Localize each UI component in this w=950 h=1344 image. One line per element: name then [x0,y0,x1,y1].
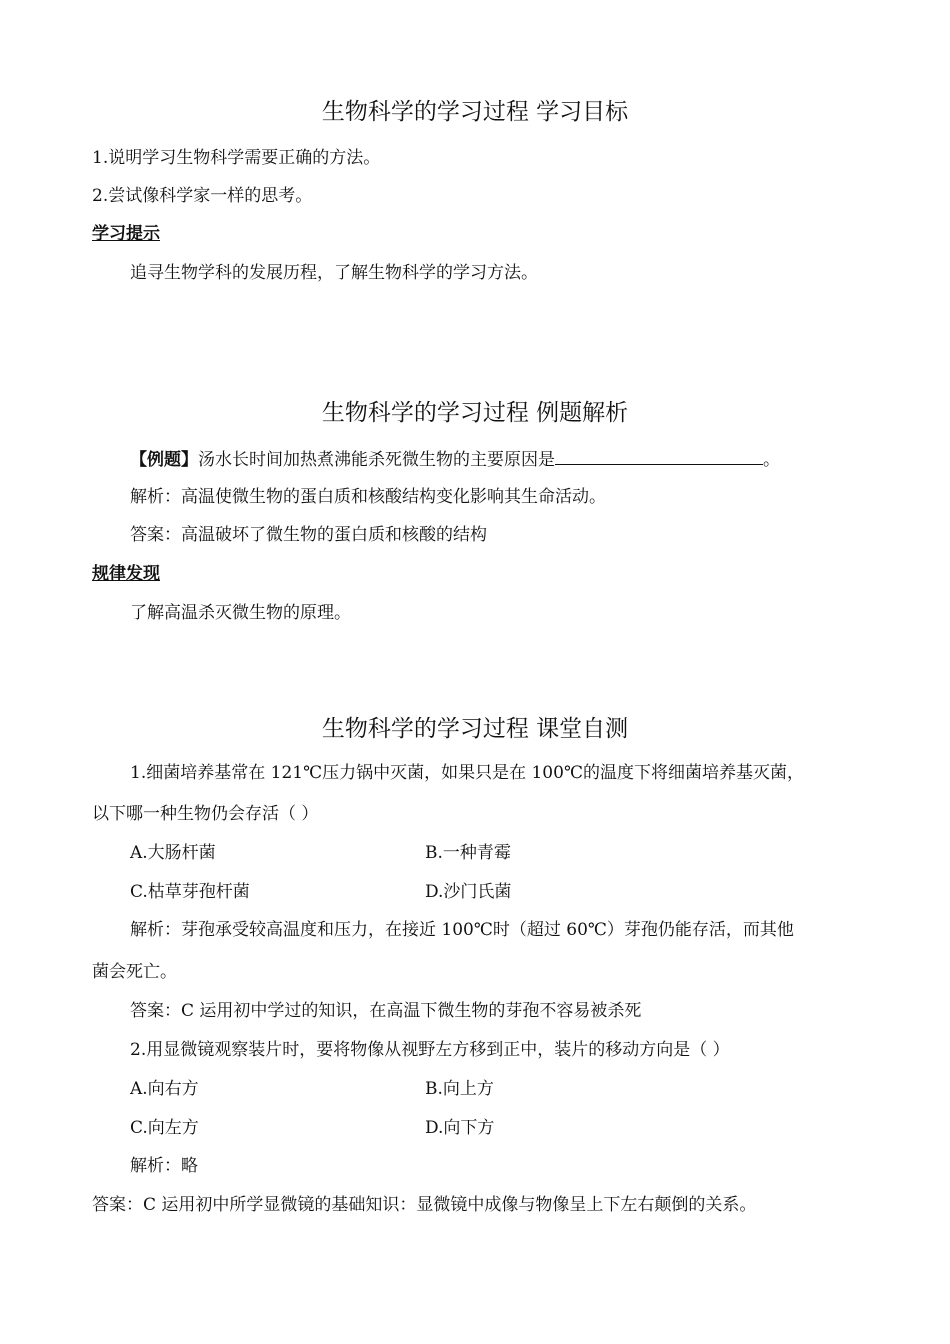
learning-hint-text: 追寻生物学科的发展历程，了解生物科学的学习方法。 [130,263,538,283]
example-question-end: 。 [763,450,780,470]
section-title-self-test: 生物科学的学习过程 课堂自测 [321,716,629,742]
q2-option-c: C.向左方 [130,1118,199,1138]
section-title-learning-goals: 生物科学的学习过程 学习目标 [321,99,629,125]
q2-option-a: A.向右方 [130,1079,199,1099]
section-title-example-analysis: 生物科学的学习过程 例题解析 [321,400,629,426]
q2-analysis: 解析：略 [130,1156,198,1176]
q1-option-a: A.大肠杆菌 [130,843,216,863]
q2-answer: 答案：C 运用初中所学显微镜的基础知识：显微镜中成像与物像呈上下左右颠倒的关系。 [92,1195,757,1215]
goal-item-1: 1.说明学习生物科学需要正确的方法。 [92,148,381,168]
learning-hint-heading: 学习提示 [92,224,160,244]
q2-option-b: B.向上方 [425,1079,494,1099]
answer-blank [555,448,763,465]
example-analysis: 解析：高温使微生物的蛋白质和核酸结构变化影响其生命活动。 [130,487,606,507]
example-question [130,448,780,471]
example-question-text: 汤水长时间加热煮沸能杀死微生物的主要原因是 [198,450,555,470]
rule-discovery-text: 了解高温杀灭微生物的原理。 [130,603,351,623]
q1-answer: 答案：C 运用初中学过的知识，在高温下微生物的芽孢不容易被杀死 [130,1001,642,1021]
example-answer: 答案：高温破坏了微生物的蛋白质和核酸的结构 [130,525,487,545]
q1-analysis-line1: 解析：芽孢承受较高温度和压力，在接近 100℃时（超过 60℃）芽孢仍能存活，而其他 [130,920,794,940]
goal-item-2: 2.尝试像科学家一样的思考。 [92,186,313,206]
q2-option-d: D.向下方 [425,1118,495,1138]
q1-analysis-line2: 菌会死亡。 [92,962,177,982]
q1-option-c: C.枯草芽孢杆菌 [130,882,250,902]
q1-option-b: B.一种青霉 [425,843,511,863]
rule-discovery-heading: 规律发现 [92,564,160,584]
q2-stem: 2.用显微镜观察装片时，要将物像从视野左方移到正中，装片的移动方向是（ ） [130,1040,730,1060]
q1-stem-line2: 以下哪一种生物仍会存活（ ） [92,804,319,824]
q1-option-d: D.沙门氏菌 [425,882,512,902]
example-tag: 【例题】 [130,450,198,470]
q1-stem-line1: 1.细菌培养基常在 121℃压力锅中灭菌，如果只是在 100℃的温度下将细菌培养基灭菌， [130,763,804,783]
